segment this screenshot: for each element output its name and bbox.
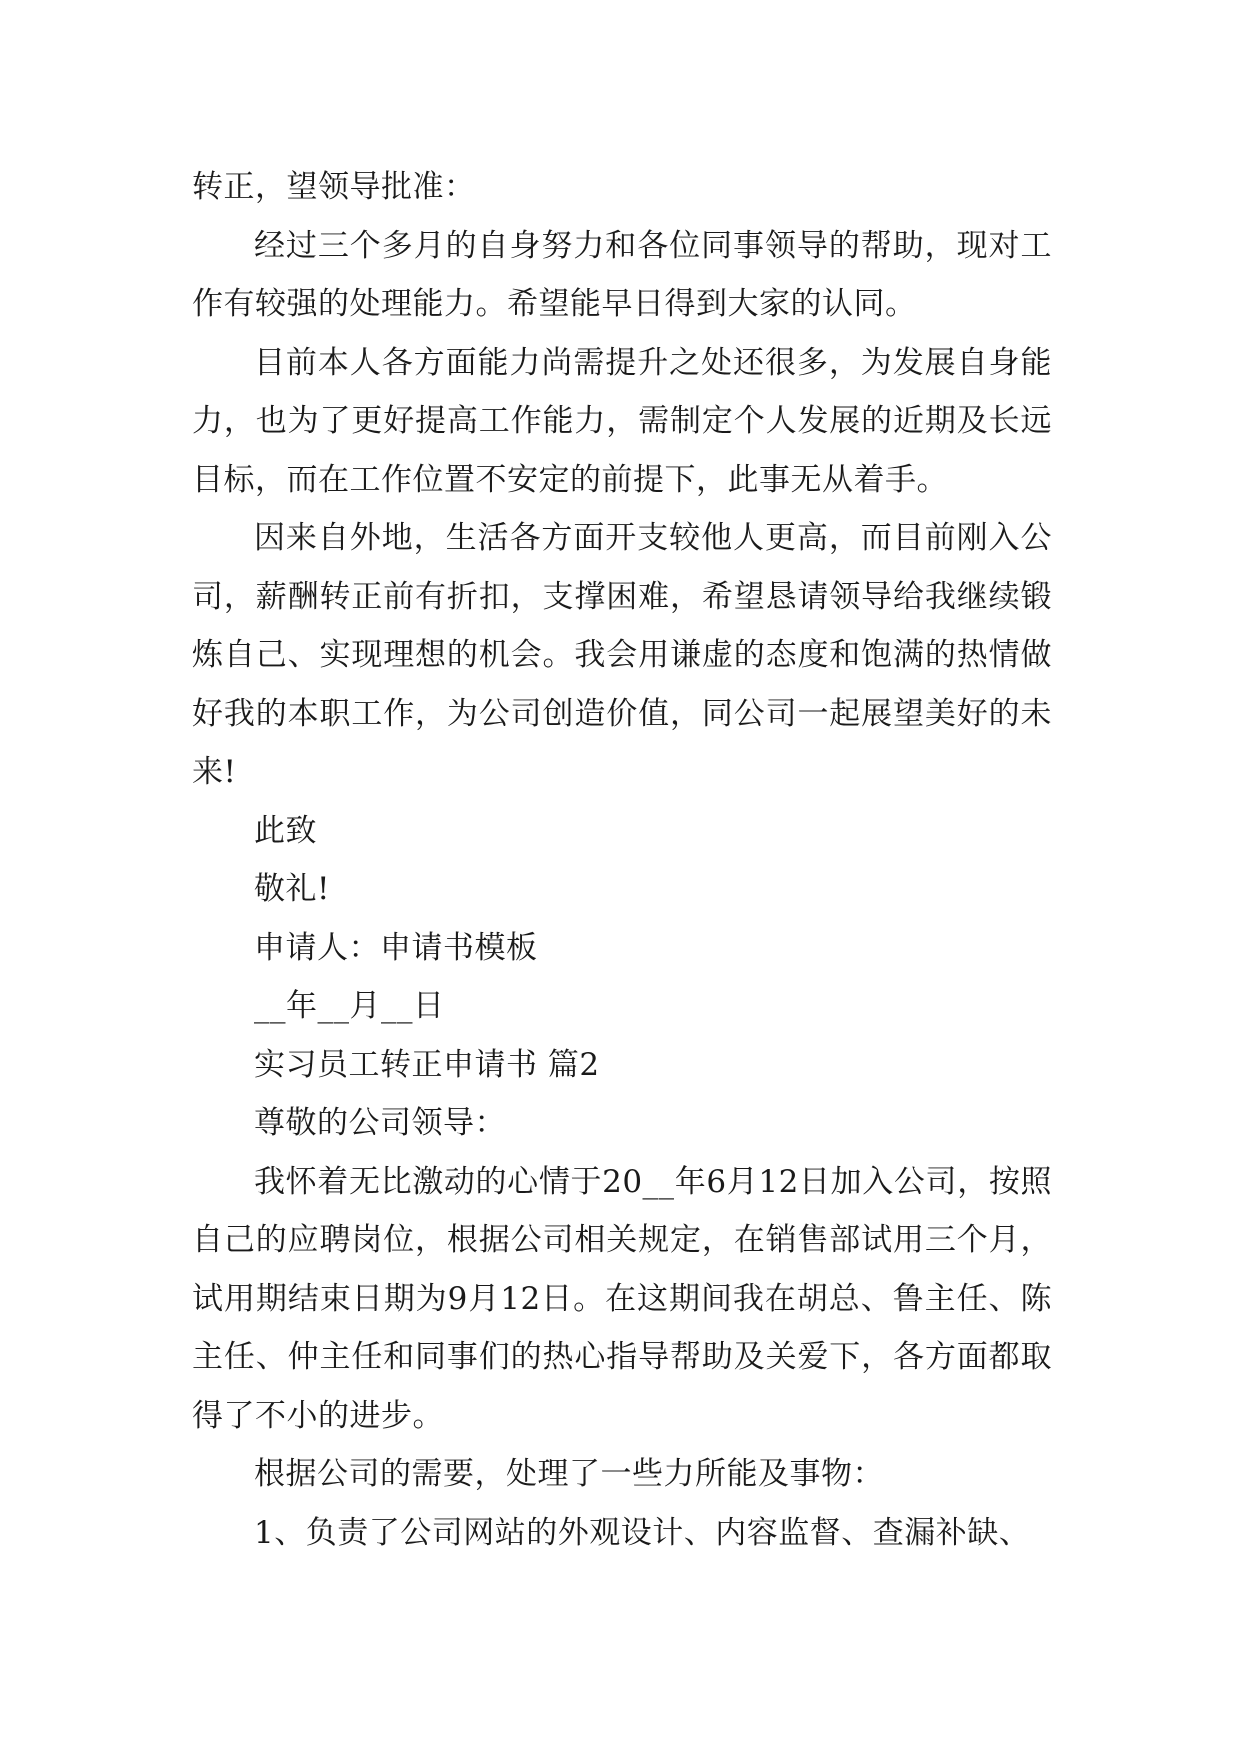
closing-greeting: 此致 [254, 812, 317, 849]
section-title: 实习员工转正申请书 篇2 [254, 1046, 600, 1083]
paragraph-tasks-intro: 根据公司的需要，处理了一些力所能及事物： [254, 1456, 884, 1492]
list-item-website: 1、负责了公司网站的外观设计、内容监督、查漏补缺、 [254, 1514, 1031, 1551]
closing-salute: 敬礼! [254, 871, 330, 907]
paragraph-development-goals: 目前本人各方面能力尚需提升之处还很多，为发展自身能力，也为了更好提高工作能力，需制定个人发展的近期及长远目标，而在工作位置不安定的前提下，此事无从着手。 [192, 344, 1052, 498]
paragraph-joining-company: 我怀着无比激动的心情于20__年6月12日加入公司，按照自己的应聘岗位，根据公司相关规定，在销售部试用三个月，试用期结束日期为9月12日。在这期间我在胡总、鲁主任、陈主任、仲主任和同事们的热心指导帮助及关爱下，各方面都取得了不小的进步。 [192, 1163, 1052, 1434]
paragraph-work-ability: 经过三个多月的自身努力和各位同事领导的帮助，现对工作有较强的处理能力。希望能早日得到大家的认同。 [192, 227, 1052, 322]
applicant-line: 申请人：申请书模板 [254, 929, 538, 966]
salutation: 尊敬的公司领导： [254, 1105, 506, 1141]
date-line: __年__月__日 [254, 988, 445, 1024]
document-body [192, 158, 1052, 1562]
paragraph-living-costs: 因来自外地，生活各方面开支较他人更高，而目前刚入公司，薪酬转正前有折扣，支撑困难，希望恳请领导给我继续锻炼自己、实现理想的机会。我会用谦虚的态度和饱满的热情做好我的本职工作，为公司创造价值，同公司一起展望美好的未来! [192, 520, 1052, 790]
paragraph-approval-request: 转正，望领导批准： [192, 169, 476, 205]
